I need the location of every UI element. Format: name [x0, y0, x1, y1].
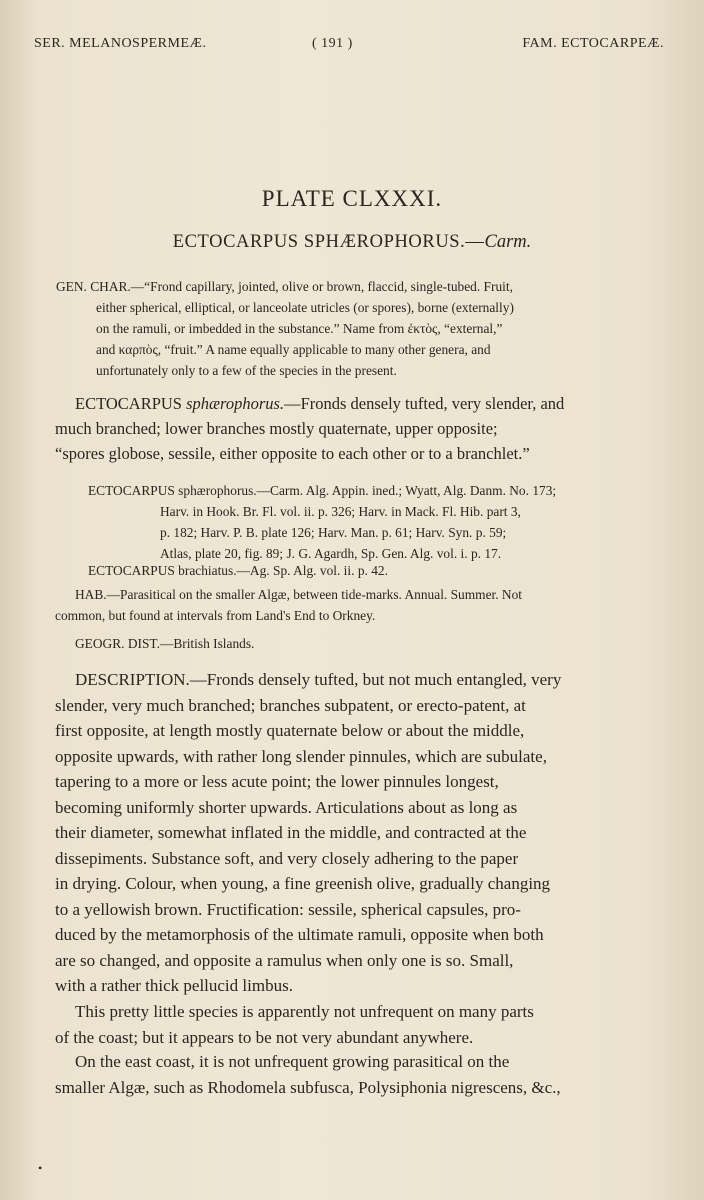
- description: [55, 667, 561, 999]
- synonymy-line: ECTOCARPUS sphærophorus.—Carm. Alg. Appin. ined.; Wyatt, Alg. Danm. No. 173;: [88, 483, 557, 498]
- description-line: first opposite, at length mostly quaternate below or about the middle,: [55, 721, 525, 740]
- gen-char-line: GEN. CHAR.—“Frond capillary, jointed, olive or brown, flaccid, single-tubed. Fruit,: [56, 279, 513, 294]
- description-line: their diameter, somewhat inflated in the middle, and contracted at the: [55, 823, 527, 842]
- gen-char-label: GEN. CHAR.—: [56, 279, 145, 294]
- paragraph-line: of the coast; but it appears to be not very abundant anywhere.: [55, 1027, 474, 1047]
- paragraph-east-coast: [55, 1049, 561, 1100]
- paragraph-line: This pretty little species is apparently not unfrequent on many parts: [75, 1002, 534, 1021]
- description-line: with a rather thick pellucid limbus.: [55, 976, 293, 995]
- synonymy: [88, 480, 556, 564]
- paragraph-occurrence: [55, 999, 534, 1050]
- description-line: opposite upwards, with rather long slender pinnules, which are subulate,: [55, 746, 547, 766]
- summary-line: ECTOCARPUS sphærophorus.—Fronds densely tufted, very slender, and: [75, 394, 565, 413]
- description-line: tapering to a more or less acute point; the lower pinnules longest,: [55, 772, 499, 791]
- species-author: Carm.: [484, 232, 532, 252]
- generic-character: [56, 276, 636, 381]
- habitat-line: HAB.—Parasitical on the smaller Algæ, between tide-marks. Annual. Summer. Not: [75, 587, 523, 602]
- species-summary: [55, 391, 565, 466]
- description-line: are so changed, and opposite a ramulus when only one is so. Small,: [55, 950, 514, 970]
- gen-char-line: either spherical, elliptical, or lanceolate utricles (or spores), borne (externally): [96, 300, 514, 315]
- synonymy-line: Atlas, plate 20, fig. 89; J. G. Agardh, Sp. Gen. Alg. vol. i. p. 17.: [160, 546, 502, 561]
- paragraph-line: On the east coast, it is not unfrequent growing parasitical on the: [75, 1052, 510, 1071]
- page-speck: •: [38, 1161, 43, 1175]
- plate-title: PLATE CLXXXI.: [261, 186, 443, 211]
- geogr-line: GEOGR. DIST.—British Islands.: [75, 636, 255, 651]
- synonymy-second: [88, 560, 388, 581]
- paragraph-line: smaller Algæ, such as Rhodomela subfusca, Polysiphonia nigrescens, &c.,: [55, 1077, 561, 1097]
- running-head-family: FAM. ECTOCARPEÆ.: [522, 36, 664, 51]
- summary-line: much branched; lower branches mostly quaternate, upper opposite;: [55, 419, 498, 438]
- page-number: ( 191 ): [312, 36, 353, 51]
- summary-species: sphærophorus.: [186, 394, 285, 413]
- synonymy-line: Harv. in Hook. Br. Fl. vol. ii. p. 326; Harv. in Mack. Fl. Hib. part 3,: [160, 504, 521, 519]
- description-line: becoming uniformly shorter upwards. Articulations about as long as: [55, 797, 518, 817]
- synonymy-line: p. 182; Harv. P. B. plate 126; Harv. Man. p. 61; Harv. Syn. p. 59;: [160, 525, 507, 540]
- habitat-line: common, but found at intervals from Land's End to Orkney.: [55, 608, 376, 623]
- gen-char-line: unfortunately only to a few of the species in the present.: [96, 363, 397, 378]
- species-name: ECTOCARPUS SPHÆROPHORUS.—: [172, 232, 485, 252]
- species-title: [0, 232, 704, 253]
- description-line: DESCRIPTION.—Fronds densely tufted, but not much entangled, very: [75, 670, 562, 689]
- summary-genus: ECTOCARPUS: [75, 394, 182, 413]
- description-line: dissepiments. Substance soft, and very closely adhering to the paper: [55, 848, 519, 868]
- habitat: [55, 584, 523, 626]
- gen-char-line: and καρπὸς, “fruit.” A name equally applicable to many other genera, and: [96, 342, 491, 357]
- gen-char-line: on the ramuli, or imbedded in the substance.” Name from ἐκτὸς, “external,”: [96, 321, 503, 336]
- synonymy-line: ECTOCARPUS brachiatus.—Ag. Sp. Alg. vol. ii. p. 42.: [88, 563, 388, 578]
- description-line: to a yellowish brown. Fructification: sessile, spherical capsules, pro-: [55, 899, 521, 919]
- geographic-distribution: [75, 633, 254, 654]
- running-head-series: SER. MELANOSPERMEÆ.: [34, 36, 207, 51]
- description-line: slender, very much branched; branches subpatent, or erecto-patent, at: [55, 695, 526, 715]
- description-line: in drying. Colour, when young, a fine greenish olive, gradually changing: [55, 874, 551, 893]
- summary-line: “spores globose, sessile, either opposite to each other or to a branchlet.”: [55, 444, 530, 463]
- description-line: duced by the metamorphosis of the ultimate ramuli, opposite when both: [55, 925, 544, 944]
